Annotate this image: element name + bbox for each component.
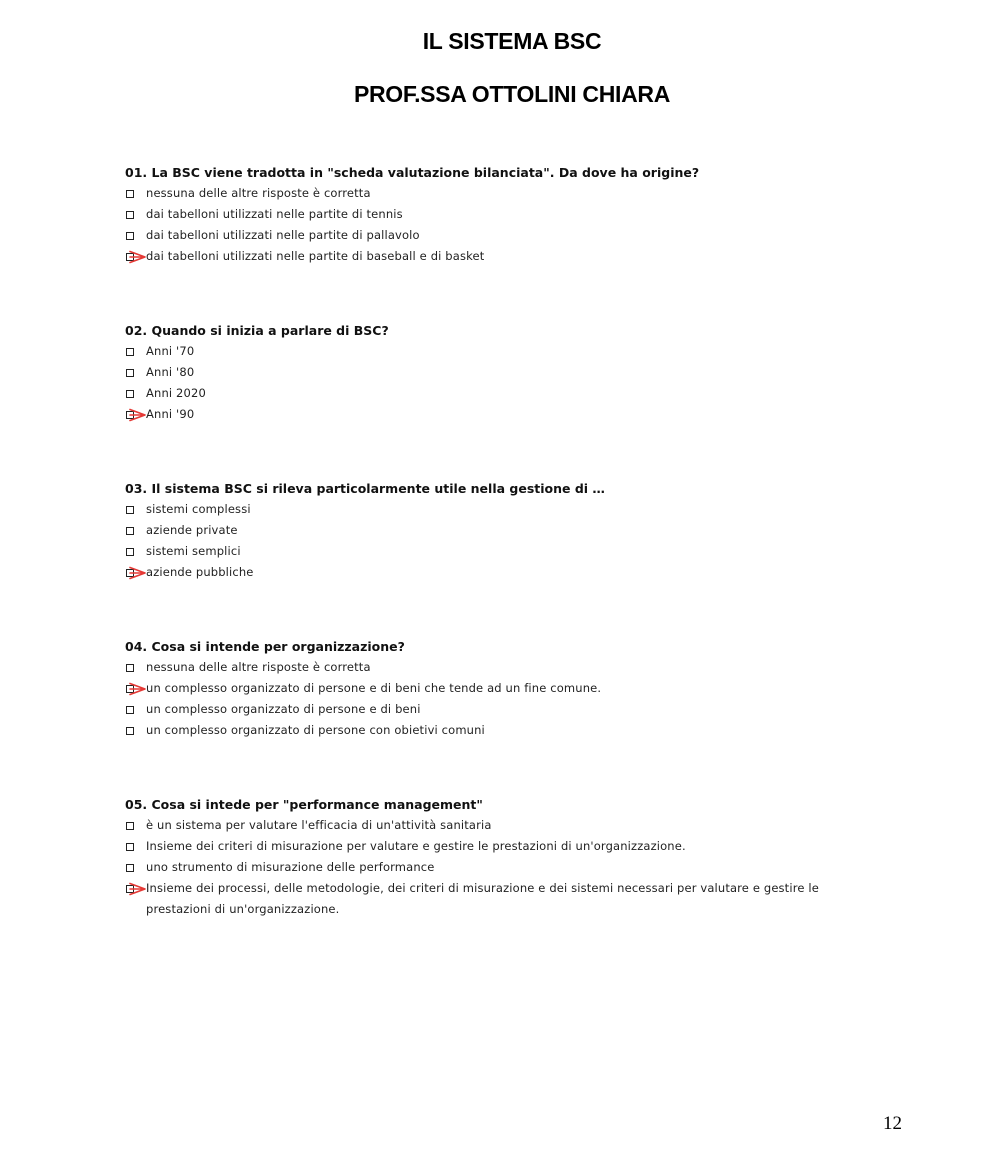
answer-text: un complesso organizzato di persone e di beni che tende ad un fine comune. xyxy=(146,681,602,695)
checkbox-icon xyxy=(126,664,134,672)
answer-option xyxy=(125,815,885,836)
checkbox-icon xyxy=(126,527,134,535)
answer-option-marked xyxy=(125,246,885,267)
answer-option xyxy=(125,720,885,741)
answer-text: sistemi semplici xyxy=(146,544,241,558)
question-text: 05. Cosa si intede per "performance management" xyxy=(125,797,483,812)
answer-text: dai tabelloni utilizzati nelle partite di tennis xyxy=(146,207,403,221)
answer-option xyxy=(125,836,885,857)
answer-option xyxy=(125,362,885,383)
answer-option xyxy=(125,341,885,362)
answer-option xyxy=(125,183,885,204)
answer-text: aziende private xyxy=(146,523,238,537)
answer-text: dai tabelloni utilizzati nelle partite di pallavolo xyxy=(146,228,420,242)
answer-text: dai tabelloni utilizzati nelle partite di baseball e di basket xyxy=(146,249,485,263)
question-text: 01. La BSC viene tradotta in "scheda valutazione bilanciata". Da dove ha origine? xyxy=(125,165,700,180)
document-subtitle: PROF.SSA OTTOLINI CHIARA xyxy=(353,81,671,107)
answer-text: è un sistema per valutare l'efficacia di un'attività sanitaria xyxy=(146,818,492,832)
answer-option xyxy=(125,204,885,225)
answer-list xyxy=(125,657,885,741)
checkbox-icon xyxy=(126,727,134,735)
arrow-marker-icon xyxy=(129,882,147,896)
answer-text: nessuna delle altre risposte è corretta xyxy=(146,186,371,200)
answer-text: Insieme dei criteri di misurazione per valutare e gestire le prestazioni di un'organizzazione. xyxy=(146,839,686,853)
answer-list xyxy=(125,183,885,267)
answer-text: aziende pubbliche xyxy=(146,565,254,579)
answer-option xyxy=(125,657,885,678)
answer-option xyxy=(125,499,885,520)
arrow-marker-icon xyxy=(129,682,147,696)
answer-option-marked xyxy=(125,404,885,425)
answer-option-marked xyxy=(125,562,885,583)
question-text: 03. Il sistema BSC si rileva particolarmente utile nella gestione di … xyxy=(125,481,605,496)
answer-list xyxy=(125,815,885,920)
page-number: 12 xyxy=(883,1113,902,1134)
answer-text: Anni 2020 xyxy=(146,386,206,400)
answer-option-marked xyxy=(125,878,885,920)
checkbox-icon xyxy=(126,843,134,851)
checkbox-icon xyxy=(126,390,134,398)
answer-text: un complesso organizzato di persone e di beni xyxy=(146,702,421,716)
checkbox-icon xyxy=(126,190,134,198)
question-block xyxy=(125,478,885,583)
answer-list xyxy=(125,341,885,425)
answer-option xyxy=(125,225,885,246)
checkbox-icon xyxy=(126,864,134,872)
question-text: 02. Quando si inizia a parlare di BSC? xyxy=(125,323,389,338)
answer-text: Anni '70 xyxy=(146,344,195,358)
question-block xyxy=(125,162,885,267)
question-block xyxy=(125,794,885,920)
arrow-marker-icon xyxy=(129,408,147,422)
answer-option xyxy=(125,699,885,720)
question-block xyxy=(125,320,885,425)
checkbox-icon xyxy=(126,232,134,240)
answer-text: Anni '90 xyxy=(146,407,195,421)
checkbox-icon xyxy=(126,706,134,714)
answer-option xyxy=(125,383,885,404)
answer-text: Insieme dei processi, delle metodologie, dei criteri di misurazione e dei sistemi necessari per valutare e gestire le prestazioni di un'organizzazione. xyxy=(146,881,819,916)
checkbox-icon xyxy=(126,548,134,556)
answer-option-marked xyxy=(125,678,885,699)
answer-option xyxy=(125,541,885,562)
answer-text: sistemi complessi xyxy=(146,502,251,516)
question-block xyxy=(125,636,885,741)
checkbox-icon xyxy=(126,211,134,219)
answer-text: nessuna delle altre risposte è corretta xyxy=(146,660,371,674)
answer-list xyxy=(125,499,885,583)
checkbox-icon xyxy=(126,822,134,830)
checkbox-icon xyxy=(126,369,134,377)
arrow-marker-icon xyxy=(129,250,147,264)
question-text: 04. Cosa si intende per organizzazione? xyxy=(125,639,405,654)
arrow-marker-icon xyxy=(129,566,147,580)
checkbox-icon xyxy=(126,506,134,514)
answer-text: un complesso organizzato di persone con obietivi comuni xyxy=(146,723,485,737)
checkbox-icon xyxy=(126,348,134,356)
answer-option xyxy=(125,857,885,878)
answer-option xyxy=(125,520,885,541)
answer-text: uno strumento di misurazione delle performance xyxy=(146,860,435,874)
answer-text: Anni '80 xyxy=(146,365,195,379)
document-title: IL SISTEMA BSC xyxy=(422,28,602,54)
